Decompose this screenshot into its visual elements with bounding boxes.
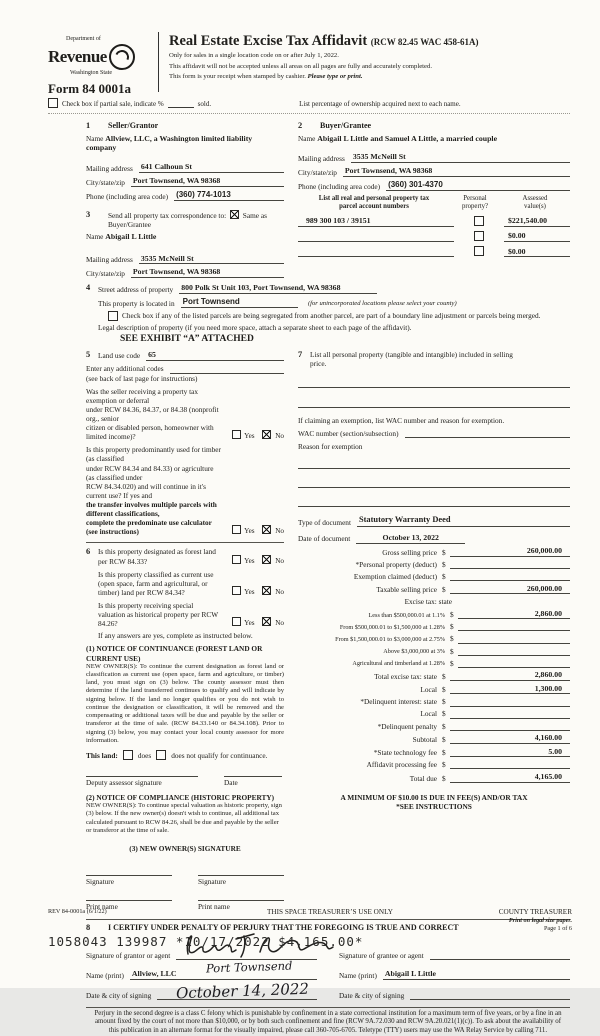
parcel-number-field-2[interactable] bbox=[298, 232, 454, 242]
revenue-wordmark: Revenue bbox=[48, 46, 107, 66]
section7-text: List all personal property (tangible and intangible) included in selling price. bbox=[310, 349, 513, 368]
q5a-no-checkbox[interactable] bbox=[262, 430, 271, 439]
taxable-price-field[interactable]: 260,000.00 bbox=[450, 584, 570, 595]
bracket2-field[interactable] bbox=[458, 622, 570, 632]
new-owner-printname-line-2[interactable]: Print name bbox=[198, 900, 284, 911]
form-title: Real Estate Excise Tax Affidavit (RCW 82.45 WAC 458-61A) bbox=[169, 33, 479, 49]
revenue-circle-icon bbox=[109, 44, 135, 70]
section5-number: 5 bbox=[86, 350, 91, 360]
dept-of-label: Department of bbox=[66, 36, 101, 42]
delinquent-interest-local-field[interactable] bbox=[450, 709, 570, 719]
bracket1-label: Less than $500,000.01 at 1.1% bbox=[368, 611, 445, 619]
exemption-note: If claiming an exemption, list WAC number and reason for exemption. bbox=[298, 416, 505, 426]
handwritten-date: October 14, 2022 bbox=[175, 979, 310, 1003]
doc-date-label: Date of document bbox=[298, 534, 351, 544]
q5b-yes-checkbox[interactable] bbox=[232, 525, 241, 534]
gross-price-label: Gross selling price bbox=[382, 547, 437, 557]
seller-mailing-label: Mailing address bbox=[86, 163, 133, 173]
affidavit-fee-field[interactable] bbox=[450, 760, 570, 770]
buyer-phone-label: Phone (including area code) bbox=[298, 181, 381, 191]
header-note-1: Only for sales in a single location code on or after July 1, 2022. bbox=[169, 52, 339, 60]
grantor-signature-label: Signature of grantor or agent bbox=[86, 950, 171, 960]
buyer-mailing-label: Mailing address bbox=[298, 154, 345, 164]
buyer-city-label: City/state/zip bbox=[298, 167, 337, 177]
subtotal-label: Subtotal bbox=[412, 734, 437, 744]
current-use-question: Is this property classified as current use (open space, farm and agricultural, or timber) land per RCW 84.34? Yes No bbox=[98, 569, 284, 597]
corr-city-field[interactable]: Port Townsend, WA 98368 bbox=[131, 267, 284, 278]
bracket3-field[interactable] bbox=[458, 634, 570, 644]
ag-timberland-label: Agricultural and timberland at 1.28% bbox=[352, 660, 445, 667]
treasurer-stamp: 1058043 139987 *10/17/2022 $4,165.00* bbox=[48, 933, 364, 949]
located-in-label: This property is located in bbox=[98, 298, 175, 308]
grantee-name-label: Name (print) bbox=[339, 970, 377, 980]
legal-description-label: Legal description of property (if you need more space, attach a separate sheet to each page of the affidavit). bbox=[98, 322, 412, 332]
parcel-row bbox=[298, 231, 570, 242]
total-due-field[interactable]: 4,165.00 bbox=[450, 772, 570, 783]
does-not-checkbox[interactable] bbox=[156, 750, 166, 760]
bracket4-field[interactable] bbox=[458, 646, 570, 656]
additional-codes-field[interactable] bbox=[170, 364, 284, 374]
local-tax-label: Local bbox=[420, 685, 437, 695]
personal-property-checkbox-3[interactable] bbox=[474, 246, 484, 256]
seller-name: Allview, LLC, a Washington limited liability company bbox=[86, 133, 253, 153]
delinquent-interest-state-label: *Delinquent interest: state bbox=[360, 697, 437, 707]
grantor-name-field[interactable]: Allview, LLC bbox=[130, 969, 317, 980]
seller-phone-field[interactable]: (360) 774-1013 bbox=[174, 190, 284, 201]
header-note-2: This affidavit will not be accepted unless all areas on all pages are fully and accurately completed. bbox=[169, 62, 433, 70]
grantor-name-label: Name (print) bbox=[86, 970, 124, 980]
treasurer-use-label: THIS SPACE TREASURER’S USE ONLY bbox=[267, 908, 393, 916]
segregated-checkbox[interactable] bbox=[108, 311, 118, 321]
located-in-note: (for unincorporated locations please select your county) bbox=[307, 299, 457, 307]
grantee-signature-line[interactable] bbox=[430, 950, 570, 960]
form-number: Form 84 0001a bbox=[48, 81, 132, 96]
corr-city-label: City/state/zip bbox=[86, 269, 125, 278]
assessed-value-field-2[interactable]: $0.00 bbox=[504, 231, 570, 242]
grantor-date-label: Date & city of signing bbox=[86, 990, 152, 1000]
notice1-title: (1) NOTICE OF CONTINUANCE (FOREST LAND OR CURRENT USE) bbox=[86, 644, 263, 663]
partial-sale-label: Check box if partial sale, indicate % bbox=[62, 99, 164, 108]
doc-type-field[interactable]: Statutory Warranty Deed bbox=[357, 515, 570, 527]
notice2-body: NEW OWNER(S): To continue special valuation as historic property, sign (3) below. If the new owner(s) doesn't wish to continue, all additional tax calculated pursuant to RCW 84.26, shall be due and payable by the seller or transferor at the time of sale. bbox=[86, 802, 282, 834]
reason-line-1[interactable] bbox=[298, 459, 570, 469]
perjury-notice: Perjury in the second degree is a class C felony which is punishable by confinement in a state correctional institution for a maximum term of five years, or by a fine in an amount fixed by the court of not more than $10,000, or by both such confinement and fine (RCW 9A.72.030 and RCW 9A.20.021(1)(c)). To ask about the availability of this publication in an alternate format for the visually impaired, please call 360-705-6705. Teletype (TTY) users may use the WA Relay Service by calling 711. bbox=[94, 1009, 562, 1034]
header-note-3: This form is your receipt when stamped by cashier. Please type or print. bbox=[169, 72, 363, 80]
section8-number: 8 bbox=[86, 923, 91, 933]
see-instructions-note: *SEE INSTRUCTIONS bbox=[396, 802, 472, 812]
notice1-body: NEW OWNER(S): To continue the current designation as forest land or classification as current use (open space, farm and agriculture, or timber) land, you must sign on (3) below. The county assessor must then determine if the land transferred continues to qualify and will indicate by signing below. If the land no longer qualifies or you do not wish to continue the designation or classification, it will be removed and the compensating or additional taxes will be due and payable by the seller or transferor at the time of sale. (RCW 84.33.140 or 84.34.108). Prior to signing (3) below, you may contact your local county assessor for more information. bbox=[86, 662, 284, 744]
buyer-phone-field[interactable]: (360) 301-4370 bbox=[386, 180, 570, 191]
partial-sale-checkbox[interactable] bbox=[48, 98, 58, 108]
personal-deduct-label: *Personal property (deduct) bbox=[355, 559, 437, 569]
delinquent-penalty-field[interactable] bbox=[450, 721, 570, 731]
grantee-date-label: Date & city of signing bbox=[339, 990, 405, 1000]
land-use-field[interactable]: 65 bbox=[146, 350, 284, 361]
total-excise-state-field[interactable]: 2,860.00 bbox=[450, 670, 570, 681]
legal-description-value: SEE EXHIBIT “A” ATTACHED bbox=[120, 333, 254, 344]
parcel-row bbox=[298, 246, 570, 257]
affidavit-fee-label: Affidavit processing fee bbox=[366, 760, 437, 770]
rcw-reference: (RCW 82.45 WAC 458-61A) bbox=[370, 37, 479, 47]
bracket1-field[interactable]: 2,860.00 bbox=[458, 609, 570, 620]
partial-sale-sold-label: sold. bbox=[197, 99, 212, 108]
seller-phone-label: Phone (including area code) bbox=[86, 191, 169, 201]
delinquent-penalty-label: *Delinquent penalty bbox=[377, 721, 437, 731]
total-excise-state-label: Total excise tax: state bbox=[374, 671, 437, 681]
does-checkbox[interactable] bbox=[123, 750, 133, 760]
excise-tax-state-heading: Excise tax: state bbox=[404, 596, 452, 606]
section3-number: 3 bbox=[86, 209, 91, 219]
personal-deduct-field[interactable] bbox=[450, 559, 570, 569]
seller-city-label: City/state/zip bbox=[86, 177, 125, 187]
gross-price-field[interactable]: 260,000.00 bbox=[450, 546, 570, 557]
forest-land-question: 6 Is this property designated as forest land per RCW 84.33? Yes No bbox=[86, 547, 284, 566]
street-address-label: Street address of property bbox=[98, 284, 174, 294]
doc-type-label: Type of document bbox=[298, 517, 351, 527]
seller-city-field[interactable]: Port Townsend, WA 98368 bbox=[131, 176, 284, 187]
corr-name-label: Name bbox=[86, 231, 104, 241]
local-tax-field[interactable]: 1,300.00 bbox=[450, 684, 570, 695]
section7-number: 7 bbox=[298, 349, 303, 359]
section8-title: I CERTIFY UNDER PENALTY OF PERJURY THAT THE FOREGOING IS TRUE AND CORRECT bbox=[108, 923, 459, 933]
q6c-no-checkbox[interactable] bbox=[262, 617, 271, 626]
located-in-field[interactable]: Port Townsend bbox=[181, 297, 298, 308]
county-treasurer-label: COUNTY TREASURER bbox=[498, 908, 572, 916]
q6b-yes-checkbox[interactable] bbox=[232, 586, 241, 595]
minimum-fee-note: A MINIMUM OF $10.00 IS DUE IN FEE(S) AND/OR TAX bbox=[340, 792, 528, 802]
rev-number: REV 84-0001a (6/1/22) bbox=[48, 908, 107, 915]
personal-property-checkbox-1[interactable] bbox=[474, 216, 484, 226]
washington-state-label: Washington State bbox=[70, 69, 113, 76]
street-address-field[interactable]: 800 Polk St Unit 103, Port Townsend, WA 98368 bbox=[179, 283, 376, 294]
section2-title: Buyer/Grantee bbox=[320, 121, 372, 131]
grantee-name-field[interactable]: Abigail L Little bbox=[383, 969, 570, 980]
total-due-label: Total due bbox=[409, 773, 437, 783]
new-owner-signature-line-2[interactable]: Signature bbox=[198, 875, 284, 886]
new-owner-signature-line-1[interactable]: Signature bbox=[86, 875, 172, 886]
subtotal-field[interactable]: 4,160.00 bbox=[450, 733, 570, 744]
timber-question: Is this property predominantly used for timber (as classified under RCW 84.34 and 84.33) or agriculture (as classified under RCW 84.34.020) and will continue in it's current use? If yes and the transfer involves multiple parcels with different classifications, complete the predominate use calculator (see instructions) Yes No bbox=[86, 445, 284, 537]
state-tech-fee-label: *State technology fee bbox=[373, 748, 437, 758]
handwritten-city: Port Townsend bbox=[205, 958, 293, 976]
exemption-question: Was the seller receiving a property tax exemption or deferral under RCW 84.36, 84.37, or 84.38 (nonprofit org., senior citizen or disabled person, homeowner with limited income)? Yes No bbox=[86, 386, 284, 442]
grantee-signature-label: Signature of grantee or agent bbox=[339, 950, 424, 960]
new-owners-signature-title: (3) NEW OWNER(S) SIGNATURE bbox=[129, 844, 241, 854]
land-use-label: Land use code bbox=[98, 351, 141, 361]
buyer-name-label: Name bbox=[298, 133, 316, 143]
q6b-no-checkbox[interactable] bbox=[262, 586, 271, 595]
assessed-value-field-3[interactable]: $0.00 bbox=[504, 247, 570, 258]
personal-property-list-line-1[interactable] bbox=[298, 378, 570, 388]
seller-mailing-field[interactable]: 641 Calhoun St bbox=[139, 162, 284, 173]
section2-number: 2 bbox=[298, 121, 303, 131]
q5b-no-checkbox[interactable] bbox=[262, 525, 271, 534]
wac-number-label: WAC number (section/subsection) bbox=[298, 429, 399, 439]
section3-text: Send all property tax correspondence to: Same as Buyer/Grantee bbox=[108, 210, 267, 229]
grantee-date-field[interactable] bbox=[410, 990, 570, 1000]
partial-sale-row bbox=[48, 98, 570, 114]
bracket4-label: Above $3,000,000 at 3% bbox=[383, 647, 445, 655]
historical-question: Is this property receiving special valuation as historical property per RCW 84.26? Yes No bbox=[98, 600, 284, 629]
exemption-deduct-label: Exemption claimed (deduct) bbox=[353, 571, 437, 581]
reason-exemption-label: Reason for exemption bbox=[298, 442, 363, 452]
personal-property-checkbox-2[interactable] bbox=[474, 231, 484, 241]
parcel-table-header: List all real and personal property tax parcel account numbers Personal property? Assessed value(s) bbox=[318, 194, 548, 211]
exemption-deduct-field[interactable] bbox=[450, 572, 570, 582]
this-land-row: This land: does does not qualify for continuance. bbox=[86, 750, 268, 760]
section1-number: 1 bbox=[86, 121, 91, 131]
form-header bbox=[48, 30, 570, 98]
parcel-number-field-3[interactable] bbox=[298, 247, 454, 257]
reason-line-3[interactable] bbox=[298, 497, 570, 507]
parcel-number-field[interactable]: 989 300 103 / 39151 bbox=[298, 216, 454, 227]
taxable-price-label: Taxable selling price bbox=[376, 585, 437, 595]
if-yes-note: If any answers are yes, complete as instructed below. bbox=[98, 631, 253, 641]
new-owner-printname-line-1[interactable]: Print name bbox=[86, 900, 172, 911]
seller-name-label: Name bbox=[86, 133, 104, 143]
delinquent-interest-local-label: Local bbox=[420, 709, 437, 719]
personal-property-list-line-2[interactable] bbox=[298, 398, 570, 408]
state-tech-fee-field[interactable]: 5.00 bbox=[450, 747, 570, 758]
reason-line-2[interactable] bbox=[298, 478, 570, 488]
q6a-no-checkbox[interactable] bbox=[262, 555, 271, 564]
page-indicator: Page 1 of 6 bbox=[543, 924, 572, 932]
deputy-assessor-signature-line[interactable]: Deputy assessor signature bbox=[86, 776, 198, 787]
corr-mailing-field[interactable]: 3535 McNeill St bbox=[139, 254, 284, 265]
partial-sale-percent-field[interactable] bbox=[168, 107, 194, 108]
ag-timberland-field[interactable] bbox=[458, 658, 570, 668]
same-as-buyer-checkbox[interactable] bbox=[230, 210, 239, 219]
corr-name: Abigail L Little bbox=[105, 231, 157, 241]
additional-codes-note: (see back of last page for instructions) bbox=[86, 373, 198, 383]
notice2-title: (2) NOTICE OF COMPLIANCE (HISTORIC PROPERTY) bbox=[86, 793, 275, 803]
affidavit-page: Department of Revenue Washington State Form 84 0001a Real Estate Excise Tax Affidavit (RCW 82.45 WAC 458-61A) Only for sales in a single location code on or after July 1, 2022. This affidavit will not be accepted unless all areas on all pages are fully and accurately completed. This form is your receipt when stamped by cashier. Please type or print. Check box if partial sale, indicate % sold. List percentage of ownership acquired next to each name. 1 Seller/Grantor Name Allview, LLC, a Washington limited liability company Mailing address 641 Calhoun St City/state/zip Port Townsend, WA 98368 Phone (including area code) (360) 774-1013 3 Send all property tax correspondence to: Same as Buyer/Grantee Name Abigail L Little Mailing address 3535 McNeill St City/state/zip Port Townsend, WA 98368 2 Buyer/Grantee Name Abigail L Little and Samuel A Little, a married couple Mailing address 3535 McNeill St City/state/zip Port Townsend, WA 98368 Phone (including area code) (360) 301-4370 List all real and personal property tax parcel account numbers Personal property? Assessed value(s) 989 300 103 / 39151 $221,540.00 $0.00 $0.00 4 Street address of property 800 Polk St Unit 103, Port Townsend, WA 98368 This property is located in Port Townsend (for unincorporated locations please select your county) Check box if any of the listed parcels are being segregated from another parcel, are part of a boundary line adjustment or parcels being merged. Legal description of property (if you need more space, attach a separate sheet to each page of the affidavit). SEE EXHIBIT “A” ATTACHED 5 Land use code 65 Enter any additional codes (see back of last page for instructions) Was the seller receiving a property tax exemption or deferral under RCW 84.36, 84.37, or 84.38 (nonprofit org., senior citizen or disabled person, homeowner with limited income)? Yes No Is this property predominantly used for timber (as classified under RCW 84.34 and 84.33) or agriculture (as classified under RCW 84.34.020) and will continue in it's current use? If yes and the transfer involves multiple parcels with different classifications, complete the predominate use calculator (see instructions) Yes No 6 Is this property designated as forest land per RCW 84.33? Yes No Is this property classified as current use (open space, farm and agricultural, or timber) land per RCW 84.34? Yes No Is this property receiving special valuation as historical property per RCW 84.26? Yes No If any answers are yes, complete as instructed below. (1) NOTICE OF CONTINUANCE (FOREST LAND OR CURRENT USE) NEW OWNER(S): To continue the current designation as forest land or classification as current use (open space, farm and agriculture, or timber) land, you must sign on (3) below. The county assessor must then determine if the land transferred continues to qualify and will indicate by signing below. If the land no longer qualifies or you do not wish to continue the designation or classification, it will be removed and the compensating or additional taxes will be due and payable by the seller or transferor at the time of sale. (RCW 84.33.140 or 84.34.108). Prior to signing (3) below, you may contact your local county assessor for more information. This land: does does not qualify for continuance. Deputy assessor signature Date (2) NOTICE OF COMPLIANCE (HISTORIC PROPERTY) NEW OWNER(S): To continue special valuation as historic property, sign (3) below. If the new owner(s) doesn't wish to continue, all additional tax calculated pursuant to RCW 84.26, shall be due and payable by the seller or transferor at the time of sale. (3) NEW OWNER(S) SIGNATURE Signature Signature Print name Print name 7 List all personal property (tangible and intangible) included in selling price. If claiming an exemption, list WAC number and reason for exemption. WAC number (section/subsection) Reason for exemption Type of document Statutory Warranty Deed Date of document October 13, 2022 Gross selling price $ 260,000.00 *Personal property (deduct) $ Exemption claimed (deduct) $ Taxable selling price $ 260,000.00 Excise tax: state Less than $500,000.01 at 1.1% $ 2,860.00 From $500,000.01 to $1,500,000 at 1.28% $ From $1,500,000.01 to $3,000,000 at 2.75% $ Above $3,000,000 at 3% $ Agricultural and timberland at 1.28% $ Total excise tax: state $ 2,860.00 Local $ 1,300.00 *Delinquent interest: state $ Local $ *Delinquent penalty $ Subtotal $ 4,160.00 *State technology fee $ 5.00 Affidavit processing fee $ Total due $ 4,165.00 A MINIMUM OF $10.00 IS DUE IN FEE(S) AND/OR TAX *SEE INSTRUCTIONS 8 I CERTIFY UNDER PENALTY OF PERJURY THAT THE FOREGOING IS TRUE AND CORRECT Signature of grantor or agent Name (print) Allview, LLC Port Townsend Date & city of signing October 14, 2022 Signature of grantee or agent Name (print) Abigail L Little Date & city of signing Perjury in the second degree is a class C felony which is punishable by confinement in a state correctional institution for a maximum term of five years, or by a fine in an amount fixed by the court of not more than $10,000, or by both such confinement and fine (RCW 9A.72.030 and RCW 9A.20.021(1)(c)). To ask about the availability of this publication in an alternate format for the visually impaired, please call 360-705-6705. Teletype (TTY) users may use the WA Relay Service by calling 711. REV 84-0001a (6/1/22) THIS SPACE TREASURER’S USE ONLY COUNTY TREASURER Print on legal size paper. Page 1 of 6 1058043 139987 *10/17/2022 $4,165.00* bbox=[0, 0, 600, 988]
print-legal-note: Print on legal size paper. bbox=[508, 917, 572, 924]
bracket3-label: From $1,500,000.01 to $3,000,000 at 2.75% bbox=[335, 635, 445, 643]
section4-number: 4 bbox=[86, 283, 91, 293]
doc-date-field[interactable]: October 13, 2022 bbox=[356, 533, 465, 544]
q6c-yes-checkbox[interactable] bbox=[232, 617, 241, 626]
section1-title: Seller/Grantor bbox=[108, 121, 159, 131]
buyer-name: Abigail L Little and Samuel A Little, a married couple bbox=[317, 133, 498, 143]
same-as-buyer-label: Same as Buyer/Grantee bbox=[108, 210, 267, 229]
parcel-row bbox=[298, 216, 570, 227]
assessed-value-field-1[interactable]: $221,540.00 bbox=[504, 216, 570, 227]
deputy-date-line[interactable]: Date bbox=[224, 776, 282, 787]
additional-codes-label: Enter any additional codes bbox=[86, 364, 164, 374]
corr-mailing-label: Mailing address bbox=[86, 255, 133, 265]
q6a-yes-checkbox[interactable] bbox=[232, 555, 241, 564]
buyer-mailing-field[interactable]: 3535 McNeill St bbox=[351, 152, 570, 163]
segregated-text: Check box if any of the listed parcels are being segregated from another parcel, are part of a boundary line adjustment or parcels being merged. bbox=[122, 310, 541, 320]
q5a-yes-checkbox[interactable] bbox=[232, 430, 241, 439]
buyer-city-field[interactable]: Port Townsend, WA 98368 bbox=[343, 166, 570, 177]
delinquent-interest-state-field[interactable] bbox=[450, 697, 570, 707]
wac-number-field[interactable] bbox=[405, 428, 570, 438]
section6-number: 6 bbox=[86, 547, 91, 557]
bracket2-label: From $500,000.01 to $1,500,000 at 1.28% bbox=[339, 623, 445, 631]
ownership-note: List percentage of ownership acquired next to each name. bbox=[299, 99, 461, 108]
dor-logo bbox=[48, 30, 144, 98]
header-divider bbox=[158, 32, 159, 92]
